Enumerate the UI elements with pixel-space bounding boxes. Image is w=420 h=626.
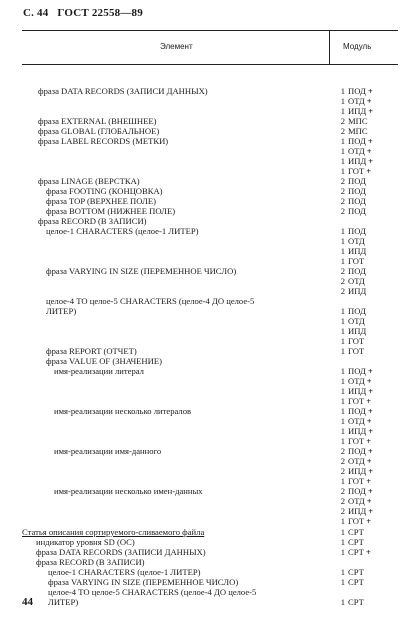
element-text: фраза TOP (ВЕРХНЕЕ ПОЛЕ) (46, 196, 156, 206)
module-level: 2 (340, 286, 345, 296)
module-cell (338, 336, 376, 346)
element-text: целое-4 ТО целое-5 CHARACTERS (целое-4 ДО целое-5 (46, 296, 255, 306)
table-row (0, 466, 420, 476)
change-mark: + (366, 516, 372, 526)
module-cell (338, 426, 378, 436)
column-header-module: Модуль (343, 42, 372, 51)
element-text: имя-реализации имя-данного (54, 446, 162, 456)
table-row (0, 547, 420, 557)
table-row (0, 246, 420, 256)
module-cell (338, 216, 360, 226)
element-text: фраза VARYING IN SIZE (ПЕРЕМЕННОЕ ЧИСЛО) (46, 266, 237, 276)
table-row (0, 126, 420, 136)
module-level: 2 (340, 496, 345, 506)
module-code: ПОД (348, 196, 366, 206)
change-mark: + (366, 476, 372, 486)
module-cell (338, 396, 376, 406)
change-mark: + (368, 466, 374, 476)
module-cell (338, 406, 378, 416)
module-code: ОТД (348, 496, 365, 506)
module-code: ПОД (348, 266, 366, 276)
change-mark: + (366, 96, 372, 106)
table-row (0, 386, 420, 396)
change-mark: + (367, 366, 373, 376)
module-cell (338, 156, 378, 166)
module-cell (338, 346, 376, 356)
module-level: 2 (340, 176, 345, 186)
module-level: 2 (340, 196, 345, 206)
module-code: ПОД (348, 486, 366, 496)
module-level: 1 (340, 156, 345, 166)
module-cell (338, 306, 378, 316)
module-code: ИПД (348, 106, 367, 116)
module-level: 1 (340, 316, 345, 326)
module-level: 1 (340, 256, 345, 266)
element-text: ЛИТЕР) (48, 597, 79, 607)
module-level: 1 (340, 146, 345, 156)
module-level: 1 (340, 226, 345, 236)
module-cell (338, 236, 377, 246)
module-code: СРТ (348, 597, 364, 607)
module-code: СРТ (348, 567, 364, 577)
table-row (0, 216, 420, 226)
module-code: ОТД (348, 236, 365, 246)
table-row (0, 587, 420, 597)
module-code: МПС (348, 116, 368, 126)
module-level: 1 (340, 136, 345, 146)
module-code: ИПД (348, 246, 367, 256)
module-code: ОТД (348, 276, 365, 286)
table-row (0, 286, 420, 296)
module-level: 2 (340, 186, 345, 196)
module-cell (338, 116, 380, 126)
module-cell (338, 446, 378, 456)
element-text: целое-4 ТО целое-5 CHARACTERS (целое-4 ДО целое-5 (48, 587, 257, 597)
module-code: СРТ (348, 537, 364, 547)
module-code: ИПД (348, 506, 367, 516)
table-row (0, 206, 420, 216)
element-text: фраза RECORD (В ЗАПИСИ) (36, 557, 145, 567)
change-mark: + (366, 166, 372, 176)
table-row (0, 366, 420, 376)
change-mark: + (367, 86, 373, 96)
change-mark: + (366, 436, 372, 446)
page-label: С. 44 (23, 7, 49, 19)
table-row (0, 356, 420, 366)
module-level: 1 (340, 336, 345, 346)
module-code: ГОТ (348, 516, 365, 526)
change-mark: + (367, 446, 373, 456)
element-text: фраза REPORT (ОТЧЕТ) (46, 346, 137, 356)
column-divider (329, 30, 330, 64)
module-level: 1 (340, 86, 345, 96)
module-code: ГОТ (348, 256, 365, 266)
module-code: ИПД (348, 466, 367, 476)
module-level: 2 (340, 466, 345, 476)
module-level: 2 (340, 486, 345, 496)
module-code: ГОТ (348, 346, 365, 356)
module-cell (338, 256, 376, 266)
module-cell (338, 416, 377, 426)
table-row (0, 567, 420, 577)
module-code: ГОТ (348, 476, 365, 486)
table-row (0, 226, 420, 236)
element-text: фраза DATA RECORDS (ЗАПИСИ ДАННЫХ) (38, 86, 208, 96)
module-cell (338, 326, 378, 336)
table-row (0, 597, 420, 607)
change-mark: + (367, 136, 373, 146)
module-level: 2 (340, 506, 345, 516)
element-text: индикатор уровня SD (ОС) (36, 537, 135, 547)
module-code: ПОД (348, 176, 366, 186)
module-code: ГОТ (348, 166, 365, 176)
module-code: ПОД (348, 306, 366, 316)
table-header-rule (22, 64, 398, 65)
table-row (0, 86, 420, 96)
module-code: ГОТ (348, 336, 365, 346)
module-cell (338, 567, 376, 577)
module-level: 2 (340, 456, 345, 466)
module-level: 2 (340, 276, 345, 286)
module-cell (338, 356, 360, 366)
table-row (0, 336, 420, 346)
change-mark: + (366, 416, 372, 426)
change-mark: + (366, 396, 372, 406)
module-cell (338, 597, 376, 607)
module-code: ПОД (348, 206, 366, 216)
module-cell (338, 587, 360, 597)
module-level: 1 (340, 246, 345, 256)
module-cell (338, 276, 377, 286)
change-mark: + (367, 486, 373, 496)
table-row (0, 346, 420, 356)
module-code: ПОД (348, 406, 366, 416)
module-cell (338, 96, 377, 106)
element-text: фраза BOTTOM (НИЖНЕЕ ПОЛЕ) (46, 206, 176, 216)
module-cell (338, 527, 376, 537)
module-cell (338, 436, 376, 446)
table-row (0, 276, 420, 286)
module-level: 1 (340, 476, 345, 486)
module-cell (338, 386, 378, 396)
module-level: 2 (340, 266, 345, 276)
module-cell (338, 316, 377, 326)
module-cell (338, 226, 378, 236)
module-cell (338, 286, 378, 296)
table-row (0, 296, 420, 306)
table-row (0, 166, 420, 176)
module-cell (338, 466, 378, 476)
module-cell (338, 266, 378, 276)
table-row (0, 186, 420, 196)
module-cell (338, 106, 378, 116)
module-level: 1 (340, 396, 345, 406)
table-row (0, 577, 420, 587)
page-header (23, 7, 149, 19)
module-cell (338, 376, 377, 386)
table-row (0, 557, 420, 567)
module-code: ОТД (348, 146, 365, 156)
module-code: ОТД (348, 376, 365, 386)
module-level: 1 (340, 416, 345, 426)
table-row (0, 326, 420, 336)
table-row (0, 476, 420, 486)
element-text: фраза RECORD (В ЗАПИСИ) (38, 216, 147, 226)
table-row (0, 506, 420, 516)
change-mark: + (366, 456, 372, 466)
table-row (0, 516, 420, 526)
module-level: 2 (340, 116, 345, 126)
module-level: 1 (340, 106, 345, 116)
table-row (0, 436, 420, 446)
module-cell (338, 557, 360, 567)
element-text: фраза LINAGE (ВЕРСТКА) (38, 176, 140, 186)
module-cell (338, 496, 377, 506)
table-row (0, 176, 420, 186)
table-row (0, 426, 420, 436)
table-row (0, 256, 420, 266)
table-row (0, 96, 420, 106)
module-level: 1 (340, 346, 345, 356)
element-text: фраза LABEL RECORDS (МЕТКИ) (38, 136, 169, 146)
module-code: ОТД (348, 316, 365, 326)
module-level: 1 (340, 597, 345, 607)
change-mark: + (368, 506, 374, 516)
module-code: ПОД (348, 186, 366, 196)
module-level: 2 (340, 446, 345, 456)
module-level: 1 (340, 516, 345, 526)
module-code: СРТ (348, 527, 364, 537)
module-level: 1 (340, 577, 345, 587)
module-code: ПОД (348, 86, 366, 96)
module-code: ГОТ (348, 436, 365, 446)
standard-title: ГОСТ 22558—89 (57, 7, 143, 19)
module-level: 1 (340, 567, 345, 577)
module-level: 1 (340, 537, 345, 547)
module-code: ОТД (348, 416, 365, 426)
table-row (0, 116, 420, 126)
module-code: ГОТ (348, 396, 365, 406)
module-level: 1 (340, 306, 345, 316)
table-row (0, 416, 420, 426)
module-cell (338, 86, 378, 96)
module-cell (338, 126, 380, 136)
page-number: 44 (22, 596, 33, 608)
module-cell (338, 176, 378, 186)
change-mark: + (368, 426, 374, 436)
module-cell (338, 366, 378, 376)
module-cell (338, 476, 376, 486)
module-code: ПОД (348, 446, 366, 456)
module-code: ПОД (348, 226, 366, 236)
element-text: имя-реализации несколько литералов (54, 406, 192, 416)
module-cell (338, 166, 376, 176)
element-text: фраза DATA RECORDS (ЗАПИСИ ДАННЫХ) (36, 547, 206, 557)
module-level: 1 (340, 376, 345, 386)
module-code: ОТД (348, 96, 365, 106)
module-level: 2 (340, 206, 345, 216)
element-text: имя-реализации литерал (54, 366, 144, 376)
module-level: 1 (340, 326, 345, 336)
module-cell (338, 146, 377, 156)
change-mark: + (366, 376, 372, 386)
module-level: 1 (340, 366, 345, 376)
module-cell (338, 516, 376, 526)
module-cell (338, 246, 378, 256)
module-level: 1 (340, 527, 345, 537)
change-mark: + (368, 156, 374, 166)
module-level: 1 (340, 426, 345, 436)
table-row (0, 527, 420, 537)
element-text: фраза EXTERNAL (ВНЕШНЕЕ) (38, 116, 157, 126)
module-code: ОТД (348, 456, 365, 466)
table-row (0, 236, 420, 246)
table-row (0, 456, 420, 466)
element-text: фраза VARYING IN SIZE (ПЕРЕМЕННОЕ ЧИСЛО) (48, 577, 239, 587)
element-text: фраза VALUE OF (ЗНАЧЕНИЕ) (46, 356, 162, 366)
change-mark: + (367, 406, 373, 416)
module-cell (338, 577, 376, 587)
change-mark: + (366, 496, 372, 506)
module-cell (338, 456, 377, 466)
module-cell (338, 296, 360, 306)
module-cell (338, 196, 378, 206)
element-text: имя-реализации несколько имен-данных (54, 486, 203, 496)
table-row (0, 156, 420, 166)
table-row (0, 537, 420, 547)
module-cell (338, 506, 378, 516)
table-row (0, 106, 420, 116)
change-mark: + (366, 146, 372, 156)
module-cell (338, 547, 376, 557)
table-row (0, 496, 420, 506)
module-cell (338, 206, 378, 216)
module-code: ИПД (348, 286, 367, 296)
table-top-rule (22, 30, 398, 31)
module-cell (338, 186, 378, 196)
table-row (0, 486, 420, 496)
element-text: фраза FOOTING (КОНЦОВКА) (46, 186, 163, 196)
change-mark: + (368, 386, 374, 396)
element-text: целое-1 CHARACTERS (целое-1 ЛИТЕР) (48, 567, 201, 577)
module-code: ПОД (348, 366, 366, 376)
table-row (0, 196, 420, 206)
module-code: СРТ (348, 577, 364, 587)
table-row (0, 406, 420, 416)
module-cell (338, 537, 376, 547)
module-level: 1 (340, 547, 345, 557)
module-cell (338, 486, 378, 496)
module-code: ИПД (348, 426, 367, 436)
table-row (0, 136, 420, 146)
table-row (0, 306, 420, 316)
change-mark: + (368, 106, 374, 116)
module-code: ИПД (348, 326, 367, 336)
table-row (0, 376, 420, 386)
table-row (0, 446, 420, 456)
table-row (0, 146, 420, 156)
module-code: МПС (348, 126, 368, 136)
module-level: 1 (340, 96, 345, 106)
table-row (0, 266, 420, 276)
module-level: 1 (340, 386, 345, 396)
element-text: целое-1 CHARACTERS (целое-1 ЛИТЕР) (46, 226, 199, 236)
table-row (0, 396, 420, 406)
module-level: 1 (340, 406, 345, 416)
change-mark: + (365, 547, 371, 557)
column-header-element: Элемент (160, 42, 193, 51)
element-text: ЛИТЕР) (46, 306, 77, 316)
module-code: ИПД (348, 386, 367, 396)
element-text: фраза GLOBAL (ГЛОБАЛЬНОЕ) (38, 126, 160, 136)
element-text: Статья описания сортируемого-сливаемого файла (22, 527, 205, 537)
table-row (0, 316, 420, 326)
module-code: ПОД (348, 136, 366, 146)
module-code: ИПД (348, 156, 367, 166)
module-cell (338, 136, 378, 146)
module-level: 1 (340, 436, 345, 446)
module-level: 1 (340, 236, 345, 246)
module-code: СРТ (348, 547, 364, 557)
module-level: 1 (340, 166, 345, 176)
module-level: 2 (340, 126, 345, 136)
